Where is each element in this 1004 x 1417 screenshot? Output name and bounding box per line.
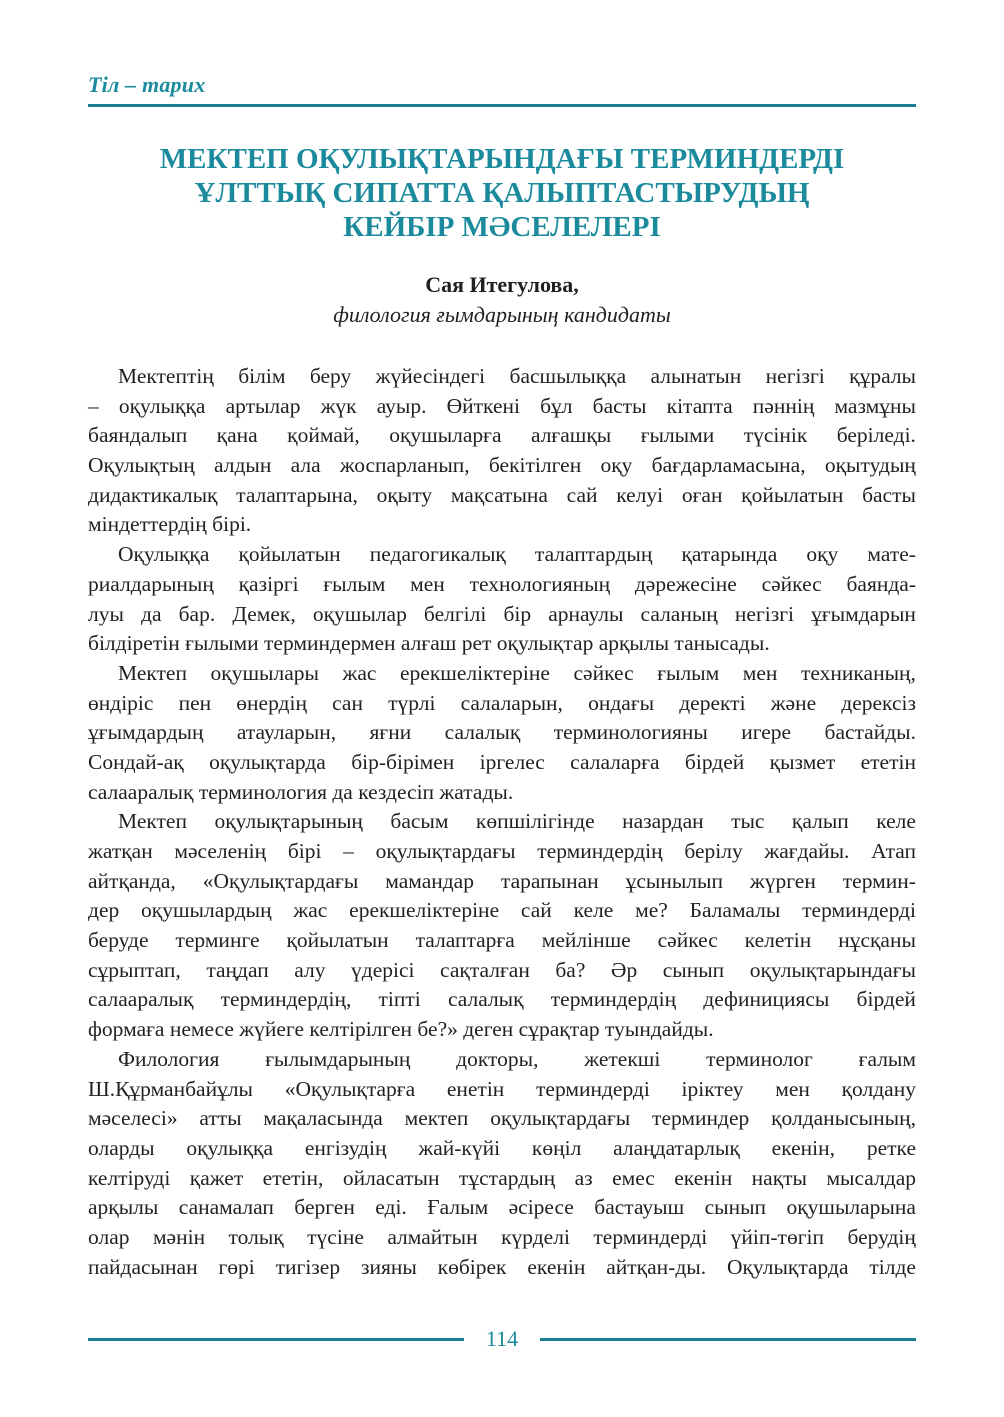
body-word: луы xyxy=(88,601,124,626)
body-word: санамалап xyxy=(178,1195,274,1220)
body-word: екенін xyxy=(527,1254,586,1279)
body-word: терминдердің xyxy=(537,839,663,863)
body-word: мәселенің xyxy=(174,839,267,863)
body-word: қойылатын xyxy=(286,928,389,953)
body-word: мамандар xyxy=(385,868,474,893)
body-word: мәнін xyxy=(152,1224,206,1249)
body-word: енетін xyxy=(446,1076,505,1101)
body-word: терминолог xyxy=(706,1046,813,1071)
body-word: бір-бірімен xyxy=(351,749,455,774)
body-word: назардан xyxy=(622,809,704,834)
body-word: терминологияны xyxy=(553,720,708,745)
body-word: нұсқаны xyxy=(838,928,916,953)
body-word: ғылым xyxy=(657,660,720,685)
body-word: басым xyxy=(390,809,449,834)
footer-rule-right xyxy=(540,1338,916,1341)
body-word: оқушыларға xyxy=(389,423,502,448)
body-word: алынатын xyxy=(650,364,742,388)
body-word: дерексіз xyxy=(841,690,916,715)
body-word: қана xyxy=(216,423,258,448)
body-word: бар. xyxy=(178,601,216,626)
body-line xyxy=(88,1075,916,1105)
body-word: берілу xyxy=(684,839,743,863)
body-line-text: салааралық терминология да кездесіп жатады. xyxy=(88,779,514,804)
body-word: Ш.Құрманбайұлы xyxy=(88,1076,253,1101)
page-number: 114 xyxy=(485,1326,519,1351)
body-word: мен xyxy=(775,1076,810,1101)
body-word: ауыр. xyxy=(376,393,427,418)
body-line xyxy=(88,985,916,1015)
body-word: арқылы xyxy=(88,1195,159,1220)
body-word: мазмұны xyxy=(834,393,916,418)
body-word: ғалым xyxy=(858,1046,916,1071)
body-word: оқу xyxy=(600,453,633,478)
body-word: бірдей xyxy=(856,987,916,1012)
body-word: іргелес xyxy=(479,749,545,774)
body-word: талаптардың xyxy=(534,542,653,567)
body-word: қоймай, xyxy=(287,423,360,448)
body-line xyxy=(88,570,916,600)
body-word: оқулықтарда xyxy=(209,749,326,774)
body-line xyxy=(88,1104,916,1134)
body-word: оқулықтарының xyxy=(214,809,363,834)
body-word: алмайтын xyxy=(387,1224,478,1249)
body-word: тыс xyxy=(731,809,765,834)
body-word: Мектептің xyxy=(118,364,214,388)
body-word: ғылым xyxy=(323,571,386,596)
body-line xyxy=(88,1015,916,1045)
body-word: беру xyxy=(309,364,352,388)
body-word: оқыту xyxy=(376,482,433,507)
body-word: тұстардың xyxy=(458,1165,556,1190)
body-line xyxy=(88,1134,916,1164)
body-word: мен xyxy=(410,571,445,596)
body-line xyxy=(88,896,916,926)
body-word: тарапынан xyxy=(500,868,599,893)
body-word: оқулықтардағы xyxy=(490,1106,631,1131)
body-word: жатқан xyxy=(88,839,153,863)
body-word: толық xyxy=(228,1224,284,1249)
body-word: қолданысының, xyxy=(771,1106,916,1131)
body-word: енгізудің xyxy=(304,1135,387,1160)
body-word: негізгі xyxy=(734,601,795,626)
author-degree: филология ғымдарының кандидаты xyxy=(333,302,671,327)
body-line xyxy=(88,629,916,659)
body-word: пайдасынан xyxy=(88,1254,198,1279)
body-line xyxy=(88,837,916,867)
body-word: жүйесіндегі xyxy=(375,364,486,388)
body-word: Әр xyxy=(610,957,638,982)
body-word: олар xyxy=(88,1224,130,1249)
body-word: баяндалып xyxy=(88,423,188,448)
body-line xyxy=(88,392,916,422)
body-word: дидактикалық xyxy=(88,482,218,507)
body-word: берудің xyxy=(847,1224,916,1249)
body-word: бірі xyxy=(287,839,322,863)
body-line xyxy=(88,807,916,837)
body-word: оқулықтарындағы xyxy=(749,957,916,982)
body-word: ала xyxy=(290,453,321,478)
body-line xyxy=(88,1045,916,1075)
body-word: атты xyxy=(199,1106,242,1131)
body-word: жай-күйі xyxy=(418,1135,501,1160)
body-word: Ғалым xyxy=(427,1195,489,1220)
body-word: тіпті xyxy=(378,987,421,1012)
body-word: басты xyxy=(592,393,647,418)
body-word: жағдайы. xyxy=(764,839,850,863)
body-line xyxy=(88,481,916,511)
body-word: өнердің xyxy=(236,690,307,715)
body-word: талаптарына, xyxy=(236,482,358,507)
body-word: термин- xyxy=(842,868,916,893)
body-word: келтіруді xyxy=(88,1165,171,1190)
body-word: өндіріс xyxy=(88,690,154,715)
body-word: қатарында xyxy=(681,542,778,567)
body-word: ұғымдардың xyxy=(88,720,204,745)
body-word: ойласатын xyxy=(342,1165,440,1190)
body-word: қажет xyxy=(189,1165,244,1190)
body-word: яғни xyxy=(369,720,412,745)
body-word: негізгі xyxy=(765,364,825,388)
title-line: ҰЛТТЫҚ СИПАТТА ҚАЛЫПТАСТЫРУДЫҢ xyxy=(194,177,810,209)
body-word: нақты xyxy=(751,1165,808,1190)
body-word: еді. xyxy=(375,1195,407,1220)
body-word: жас xyxy=(293,898,328,923)
body-word: сұрыптап, xyxy=(88,957,181,982)
body-word: оқытудың xyxy=(824,453,916,478)
body-line xyxy=(88,1164,916,1194)
body-word: Баламалы xyxy=(689,898,781,923)
body-word: бастайды. xyxy=(824,720,916,745)
body-line xyxy=(88,748,916,778)
body-word: педагогикалық xyxy=(369,542,506,567)
body-word: мысалдар xyxy=(826,1165,916,1190)
body-word: Сондай-ақ xyxy=(88,749,184,774)
body-word: Оқулыққа xyxy=(118,542,210,567)
body-word: ғылымдарының xyxy=(265,1046,411,1071)
body-word: қазіргі xyxy=(238,571,299,596)
body-word: терминдердің xyxy=(550,987,677,1012)
body-word: тілде xyxy=(869,1254,916,1279)
body-word: әсіресе xyxy=(508,1195,574,1220)
body-word: – xyxy=(343,839,354,863)
body-word: оқу xyxy=(806,542,839,567)
body-line-text: білдіретін ғылыми терминдермен алғаш рет оқулықтар арқылы танысады. xyxy=(88,631,770,656)
body-word: көбірек xyxy=(437,1254,507,1279)
body-word: жүрген xyxy=(749,868,816,893)
body-line xyxy=(88,421,916,451)
body-word: артылар xyxy=(225,393,301,418)
body-word: тигізер xyxy=(275,1254,341,1279)
body-word: докторы, xyxy=(456,1046,539,1071)
body-word: және xyxy=(770,690,817,715)
body-word: қалып xyxy=(791,809,849,834)
body-word: гөрі xyxy=(218,1254,255,1279)
body-word: салалық xyxy=(447,987,524,1012)
body-word: қойылатын xyxy=(238,542,341,567)
body-word: терминге xyxy=(175,928,260,953)
body-word: бекітілген xyxy=(488,453,582,478)
body-line xyxy=(88,718,916,748)
body-word: үйіп-төгіп xyxy=(730,1224,824,1249)
body-word: Мектеп xyxy=(118,660,187,685)
body-word: жүк xyxy=(320,393,357,418)
body-word: бір xyxy=(503,601,532,626)
body-word: үдерісі xyxy=(351,957,415,982)
body-word: техниканың, xyxy=(800,660,916,685)
body-word: оқушыларына xyxy=(786,1195,916,1220)
body-word: күрделі xyxy=(501,1224,570,1249)
body-word: оқушылары xyxy=(210,660,319,685)
body-word: келе xyxy=(573,898,614,923)
body-word: сынып xyxy=(704,1195,767,1220)
body-word: талаптарға xyxy=(415,928,515,953)
body-word: басшылыққа xyxy=(509,364,627,388)
body-word: Оқулықтарда xyxy=(726,1254,849,1279)
body-word: оқулыққа xyxy=(186,1135,274,1160)
body-word: жоспарланып, xyxy=(339,453,470,478)
body-word: ерекшеліктеріне xyxy=(349,898,500,923)
body-word: сай xyxy=(566,482,598,507)
body-word: ететін xyxy=(860,749,916,774)
body-word: терминдердің, xyxy=(220,987,352,1012)
body-word: бастауыш xyxy=(594,1195,685,1220)
body-word: сақталған xyxy=(440,957,530,982)
body-word: Мектеп xyxy=(118,809,187,834)
body-word: сынып xyxy=(662,957,725,982)
body-word: оқушылардың xyxy=(141,898,272,923)
body-word: келуі xyxy=(616,482,664,507)
body-word: оқулыққа xyxy=(118,393,206,418)
body-word: мейлінше xyxy=(541,928,631,953)
body-word: қызмет xyxy=(769,749,836,774)
body-word: түсінік xyxy=(743,423,808,448)
body-word: мате- xyxy=(867,542,916,567)
header-rule xyxy=(88,104,916,107)
body-word: алаңдатарлық xyxy=(613,1135,740,1160)
body-word: атауларын, xyxy=(236,720,337,745)
body-line xyxy=(88,778,916,808)
body-word: жас xyxy=(342,660,377,685)
body-line-text: формаға немесе жүйеге келтірілген бе?» деген сұрақтар туындайды. xyxy=(88,1017,714,1042)
body-word: көпшілігінде xyxy=(475,809,595,834)
body-line xyxy=(88,362,916,392)
body-word: дер xyxy=(88,898,120,923)
body-word: көңіл xyxy=(531,1135,582,1160)
body-word: риалдарының xyxy=(88,571,214,596)
body-line xyxy=(88,600,916,630)
author-name: Сая Итегулова, xyxy=(425,272,579,297)
body-word: мәселесі» xyxy=(88,1106,178,1131)
body-word: Филология xyxy=(118,1046,220,1071)
body-word: оған xyxy=(681,482,723,507)
body-word: «Оқулықтардағы xyxy=(202,868,359,893)
body-word: ба? xyxy=(555,957,586,982)
body-line xyxy=(88,956,916,986)
body-word: бірдей xyxy=(684,749,745,774)
body-word: терминдерді xyxy=(593,1224,708,1249)
body-word: да xyxy=(141,601,162,626)
body-word: ұсынылып xyxy=(625,868,723,893)
body-word: салалық xyxy=(444,720,521,745)
body-word: ме? xyxy=(635,898,668,923)
body-word: алғашқы xyxy=(530,423,612,448)
body-word: білім xyxy=(238,364,286,388)
body-word: бұл xyxy=(540,393,573,418)
body-word: салааралық xyxy=(88,987,194,1012)
title-line: МЕКТЕП ОҚУЛЫҚТАРЫНДАҒЫ ТЕРМИНДЕРДІ xyxy=(159,143,845,175)
body-word: беріледі. xyxy=(836,423,916,448)
body-word: сан xyxy=(332,690,363,715)
body-word: оқулықтардағы xyxy=(375,839,516,863)
body-word: басты xyxy=(862,482,916,507)
body-word: мен xyxy=(742,660,778,685)
body-word: қолдану xyxy=(841,1076,916,1101)
body-word: бағдарламасына, xyxy=(651,453,806,478)
body-word: салаларға xyxy=(570,749,660,774)
body-word: сәйкес xyxy=(657,928,718,953)
body-word: құралы xyxy=(849,364,916,388)
article-body xyxy=(88,362,916,1282)
body-word: беруде xyxy=(88,928,149,953)
body-word: кітапта xyxy=(666,393,733,418)
body-word: ондағы xyxy=(588,690,655,715)
body-line xyxy=(88,451,916,481)
body-word: келетін xyxy=(744,928,812,953)
body-word: терминдер xyxy=(652,1106,750,1131)
body-word: терминдерді xyxy=(536,1076,650,1101)
body-word: алу xyxy=(294,957,326,982)
body-word: дәрежесіне xyxy=(634,571,737,596)
body-word: белгілі xyxy=(423,601,487,626)
body-line xyxy=(88,1193,916,1223)
body-word: технологияның xyxy=(469,571,611,596)
body-word: екенін, xyxy=(771,1135,836,1160)
body-word: түрлі xyxy=(388,690,436,715)
body-word: ететін, xyxy=(262,1165,324,1190)
body-word: пен xyxy=(178,690,212,715)
body-line xyxy=(88,659,916,689)
body-word: «Оқулықтарға xyxy=(284,1076,416,1101)
article-title xyxy=(88,142,916,244)
body-word: аз xyxy=(574,1165,593,1190)
body-word: екенін xyxy=(674,1165,733,1190)
body-line xyxy=(88,510,916,540)
body-line xyxy=(88,689,916,719)
body-word: саланың xyxy=(640,601,718,626)
body-word: берген xyxy=(294,1195,355,1220)
body-word: дефинициясы xyxy=(703,987,830,1012)
footer-rule-left xyxy=(88,1338,464,1341)
body-word: айтқанда, xyxy=(88,868,176,893)
body-word: деректі xyxy=(679,690,746,715)
body-word: оларды xyxy=(88,1135,155,1160)
body-word: ерекшеліктеріне xyxy=(400,660,550,685)
body-word: Өйткені xyxy=(446,393,520,418)
body-word: мақаласында xyxy=(263,1106,383,1131)
body-line xyxy=(88,1223,916,1253)
body-word: салаларын, xyxy=(460,690,563,715)
body-word: келе xyxy=(876,809,916,834)
body-word: емес xyxy=(612,1165,655,1190)
body-word: сәйкес xyxy=(573,660,634,685)
body-word: қойылатын xyxy=(741,482,844,507)
body-word: игере xyxy=(741,720,792,745)
body-word: Оқулықтың xyxy=(88,453,195,478)
body-word: ретке xyxy=(866,1135,916,1160)
body-word: ғылыми xyxy=(640,423,715,448)
body-line xyxy=(88,1253,916,1283)
body-word: зияны xyxy=(360,1254,417,1279)
body-line xyxy=(88,540,916,570)
body-word: түсіне xyxy=(307,1224,364,1249)
body-word: таңдап xyxy=(206,957,269,982)
body-word: оқушылар xyxy=(312,601,407,626)
body-word: ұғымдарын xyxy=(811,601,916,626)
body-word: жетекші xyxy=(584,1046,661,1071)
running-head: Тіл – тарих xyxy=(88,72,206,97)
body-word: алдын xyxy=(214,453,272,478)
body-word: Атап xyxy=(871,839,916,863)
body-line xyxy=(88,867,916,897)
body-word: – xyxy=(88,393,99,418)
body-word: арнаулы xyxy=(548,601,624,626)
body-line xyxy=(88,926,916,956)
body-word: Демек, xyxy=(232,601,296,626)
body-word: айтқан-ды. xyxy=(606,1254,707,1279)
body-line-text: міндеттердің бірі. xyxy=(88,512,252,537)
body-word: терминдерді xyxy=(802,898,916,923)
body-word: мектеп xyxy=(404,1106,469,1131)
body-word: пәннің xyxy=(752,393,815,418)
body-word: сәйкес xyxy=(761,571,822,596)
body-word: баянда- xyxy=(846,571,916,596)
body-word: мақсатына xyxy=(450,482,548,507)
title-line: КЕЙБІР МӘСЕЛЕЛЕРІ xyxy=(343,211,661,243)
body-word: іріктеу xyxy=(681,1076,744,1101)
body-word: сай xyxy=(520,898,552,923)
